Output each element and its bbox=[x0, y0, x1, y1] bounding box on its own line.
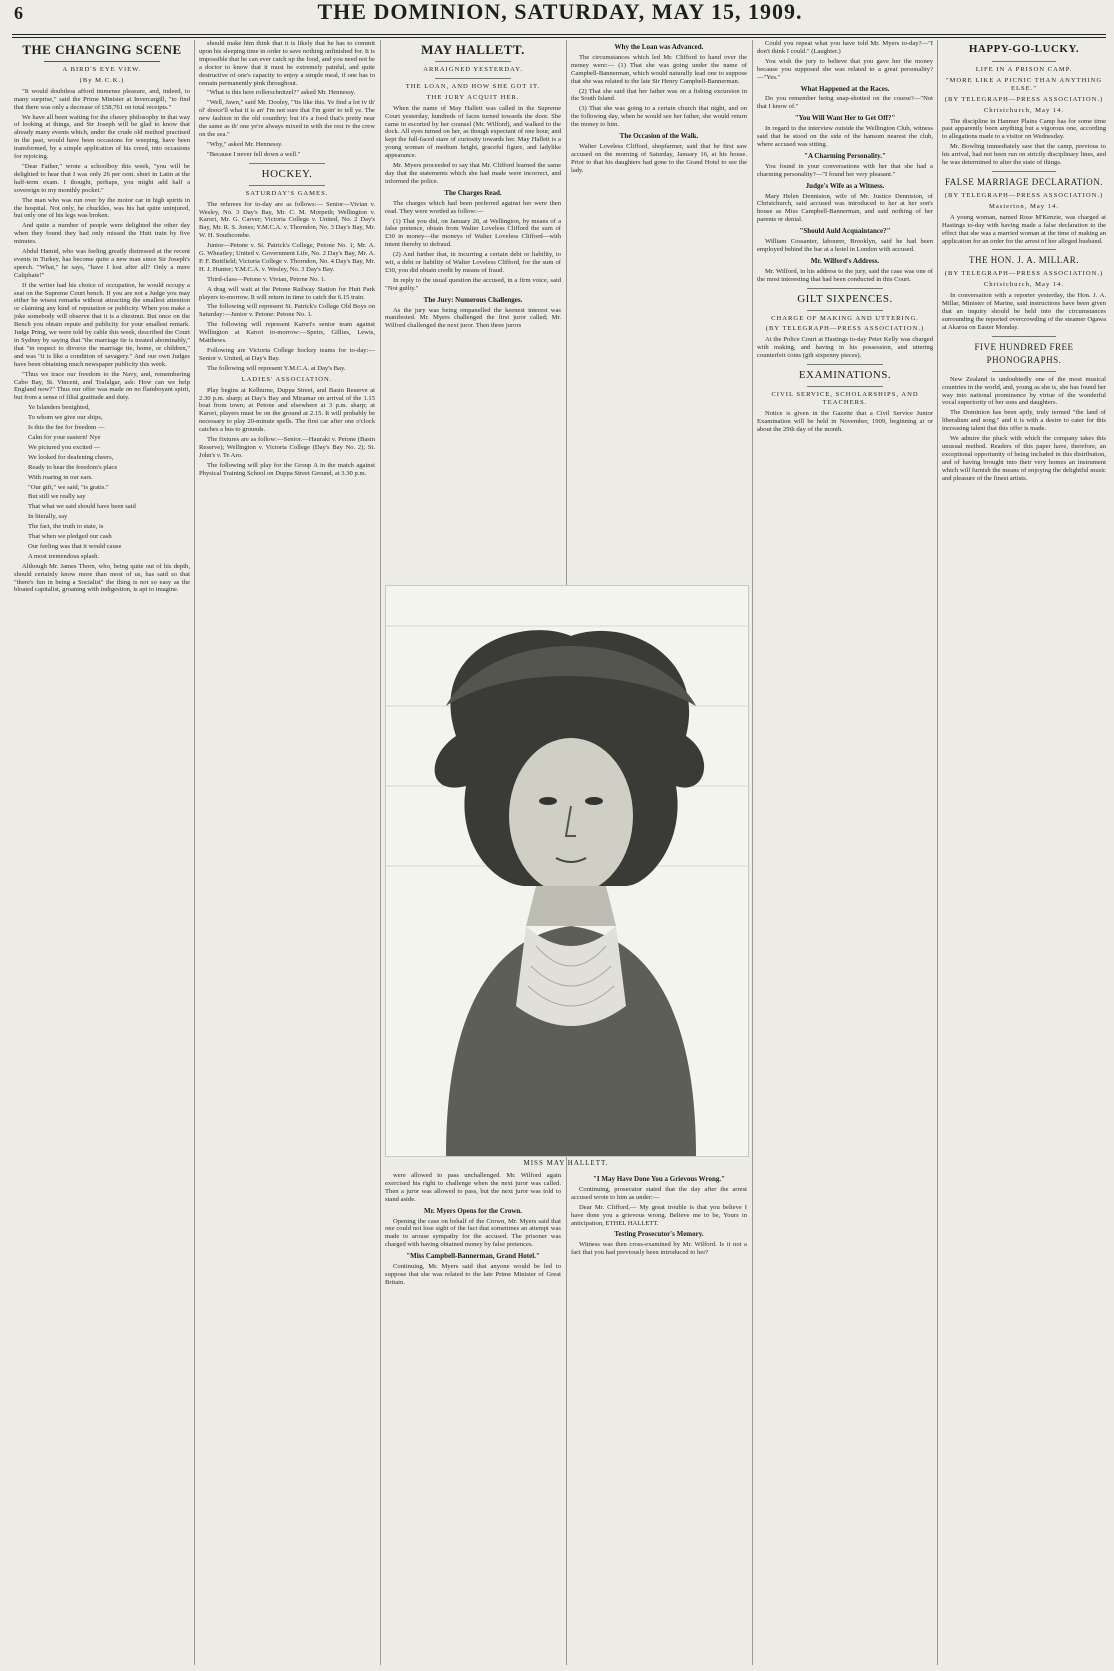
poem-line: We pictured you excited — bbox=[28, 443, 101, 451]
paragraph: "It would doubtless afford immense pleasure, and, indeed, to many surprise," said the Prime Minister at Invercargill, "to find that there was only a decrease of £58,761 on total receipts." bbox=[14, 87, 190, 111]
article-heading: HOCKEY. bbox=[261, 167, 313, 180]
divider bbox=[992, 249, 1056, 250]
poem-line: The fact, the truth to state, is bbox=[28, 523, 104, 531]
paragraph: Walter Loveless Clifford, shopfarmer, said that he first saw accused on the morning of Saturday, January 16, at his house. Prior to that his daughters had gone to the Grand Hotel to see the lady. bbox=[571, 142, 747, 174]
paragraph: We have all been waiting for the cheery philosophy in that way of looking at things, and Sir Joseph will be glad to know that already many events which, under the crude old method practised in the past, would have been occasions for weeping, have been transformed, by a simple application of his creed, into occasions for rejoicing. bbox=[14, 113, 190, 161]
article-heading: EXAMINATIONS. bbox=[798, 369, 892, 382]
poem-line: That what we said should have been said bbox=[28, 503, 136, 511]
article-byline: (By M.C.K.) bbox=[79, 76, 125, 84]
dateline: Christchurch, May 14. bbox=[983, 281, 1065, 289]
paragraph: You wish the jury to believe that you gave her the money because you supposed she was related to a great personality?—"Yes." bbox=[757, 57, 933, 81]
paragraph: The following will represent St. Patrick's College Old Boys on Saturday:—Junior v. Petone: Petone No. 1. bbox=[199, 303, 375, 319]
paragraph: The referees for to-day are as follows:— Senior—Vivian v. Wesley, No. 3 Day's Bay, Mr. C. M. Morpeth; Wellington v. Karori, Mr. G. Carver; Victoria College v. United, No. 2 Day's Bay, Mr. R. S. Jones; Y.M.C.A. v. Thorndon, No. 3 Day's Bay, Mr. W. H. Southcombe. bbox=[199, 200, 375, 240]
paragraph: "Why," asked Mr. Hennessy. bbox=[207, 140, 283, 148]
article-byline: (BY TELEGRAPH—PRESS ASSOCIATION.) bbox=[944, 270, 1104, 278]
divider bbox=[249, 163, 325, 164]
paragraph: You found in your conversations with her that she had a charming personality?—"I found her very pleasant." bbox=[757, 162, 933, 178]
column-divider bbox=[380, 40, 381, 1665]
section-heading: "I May Have Done You a Grievous Wrong." bbox=[593, 1175, 725, 1183]
paragraph: Abdul Hamid, who was feeling greatly distressed at the recent events in Turkey, has become quite a new man since Sir Joseph's speech. "What," he says, "have I lost after all? Only a mere Caliphate!" bbox=[14, 248, 190, 279]
poem-line: With roaring in our ears. bbox=[28, 473, 93, 481]
paragraph: The following will represent Y.M.C.A. at Day's Bay. bbox=[207, 364, 346, 372]
article-heading: FALSE MARRIAGE DECLARATION. bbox=[944, 176, 1104, 187]
paragraph: As the jury was being empanelled the keenest interest was manifested. Mr. Myers challenged the first juror called; Mr. Wilford challenged the next juror. Then three jurors bbox=[385, 306, 561, 330]
article-heading: FIVE HUNDRED FREE PHONOGRAPHS. bbox=[974, 341, 1074, 365]
column-3-lower bbox=[385, 1172, 561, 1662]
column-2 bbox=[199, 40, 375, 1665]
poem-line: A most tremendous splash. bbox=[28, 552, 100, 560]
masthead bbox=[12, 0, 1108, 32]
paragraph: Mr. Wilford, in his address to the jury, said the case was one of the most interesting that had been conducted in this Court. bbox=[757, 267, 933, 283]
divider bbox=[44, 61, 160, 62]
paragraph: Dear Mr. Clifford,— My great trouble is that you believe I have done you a grievous wrong. Believe me to be, Yours in anticipation, ETHEL HALLETT. bbox=[571, 1203, 747, 1227]
divider bbox=[992, 371, 1056, 372]
paragraph: At the Police Court at Hastings to-day Peter Kelly was charged with making, and having in his possession, and uttering counterfeit coins (gilt sixpenny pieces). bbox=[757, 336, 933, 360]
poem-line: We looked for deafening cheers, bbox=[28, 453, 114, 461]
paragraph: (3) That she was going to a certain church that night, and on the following day, when he would see her father, she would return the money to him. bbox=[571, 105, 747, 129]
paragraph: Play begins at Kelburne, Duppa Street, and Basin Reserve at 2.30 p.m. sharp; at Day's Bay and Miramar on arrival of the 1.15 boat from town; at Petone and elsewhere at 3 p.m. sharp; at Karori, players must be on the ground at 2.15. It will probably be necessary to play 20-minute spells. The first car after one o'clock catches a bus to grounds. bbox=[199, 386, 375, 434]
paragraph: The charges which had been preferred against her were then read. They were worded as follow:— bbox=[385, 199, 561, 215]
paragraph: A young woman, named Rose M'Kenzie, was charged at Hastings to-day with having made a false declaration to the effect that she was a married woman at the time of making an application for an order for the arrest of her alleged husband. bbox=[942, 213, 1106, 245]
paragraph: A drag will wait at the Petone Railway Station for Hutt Park players to-morrow. It will return in time to catch the 6.15 train. bbox=[199, 285, 375, 301]
article-heading: HAPPY-GO-LUCKY. bbox=[968, 43, 1080, 55]
paragraph: should make him think that it is likely that he has to commit upon his sleeping time in order to save nothing unfinished for. It is impossible that he can ever catch up the food, and you need not be a doctor to know that it must be extremely painful, and quite destructive of one's capacity to enjoy a simple meal, if one has to remain permanently pink throughout. bbox=[199, 40, 375, 87]
article-byline: (BY TELEGRAPH—PRESS ASSOCIATION.) bbox=[765, 325, 925, 333]
article-subhead: LIFE IN A PRISON CAMP. bbox=[975, 66, 1073, 73]
section-heading: The Charges Read. bbox=[444, 188, 502, 197]
article-subhead: A BIRD'S EYE VIEW. bbox=[62, 66, 142, 73]
divider bbox=[807, 310, 883, 311]
paragraph: The Dominion has been aptly, truly termed "the land of liberalism and song," and it is with a desire to cater for this increasing talent that this offer is made. bbox=[942, 409, 1106, 433]
poem-line: Ready to hear the freedom's place bbox=[28, 463, 118, 471]
article-byline: (BY TELEGRAPH—PRESS ASSOCIATION.) bbox=[944, 95, 1104, 103]
paragraph: Third-class—Petone v. Vivian, Petone No. 1. bbox=[207, 275, 326, 283]
section-heading: Mr. Myers Opens for the Crown. bbox=[423, 1206, 523, 1215]
paragraph: New Zealand is undoubtedly one of the most musical countries in the world, and, young as she is, she has found her way into national prominence by virtue of the wonderful vocal superiority of her sons and daughters. bbox=[942, 375, 1106, 407]
section-heading: "A Charming Personality." bbox=[804, 151, 886, 160]
paragraph: William Cossanter, labourer, Brooklyn, said he had been employed behind the bar at a hotel in London with accused. bbox=[757, 238, 933, 253]
column-divider bbox=[937, 40, 938, 1665]
poem-line: But still we really say bbox=[28, 493, 86, 501]
paragraph: Junior—Petone v. St. Patrick's College, Petone No. 1; Mr. A. G. Wheatley; United v. Government Life, No. 2 Day's Bay, Mr. A. P. F. Buttfield; Victoria College v. Thorndon, No. 4 Day's Bay, Mr. H. J. Hunter; Y.M.C.A. v. Wesley, No. 3 Day's Bay. bbox=[199, 242, 375, 273]
column-4 bbox=[571, 40, 747, 580]
divider bbox=[992, 61, 1056, 62]
paragraph: "What is this here rollerschnitzel?" asked Mr. Hennessy. bbox=[207, 89, 356, 97]
section-heading: The Jury: Numerous Challenges. bbox=[423, 295, 523, 304]
poem-line: Our feeling was that it would cause bbox=[28, 542, 122, 550]
divider bbox=[807, 288, 883, 289]
poem bbox=[14, 404, 190, 561]
article-byline: (BY TELEGRAPH—PRESS ASSOCIATION.) bbox=[944, 191, 1104, 199]
paragraph: "Dear Father," wrote a schoolboy this week, "you will be delighted to hear that I was only 26 per cent. short in Latin at the half-term exam. I thought, perhaps, you might add half a sovereign to my monthly pocket." bbox=[14, 162, 190, 194]
paragraph: Although Mr. James Thorn, who, being quite out of his depth, should certainly know more than most of us, has said so that "there's fun in being a Socialist" the thing is not so easy as the bloated capitalist, groaning with indigestion, is apt to imagine. bbox=[14, 562, 190, 594]
paragraph: "Well, Jawn," said Mr. Dooley, "'tis like this. Ye find a lot iv th' ol' dooce'll what it is an' I'm not sure that I'm goin' to tell ye. The new fashion in the old counthry; but it's a food that's pretty near the same as th' one ye're always mixed in with the rest iv the crew on the sea." bbox=[199, 99, 375, 138]
paragraph: When the name of May Hallett was called in the Supreme Court yesterday, hundreds of faces turned towards the door. She came in escorted by her counsel (Mr. Wilford), and walked to the dock. All eyes turned on her, as though expectant of one hour, and kept the full-faced stare of curiosity towards her. May Hallett is a young woman of medium height, graceful figure, and ladylike appearance. bbox=[385, 104, 561, 160]
paragraph: Do you remember being snap-shotted on the course?—"Not that I know of." bbox=[757, 95, 933, 111]
section-heading: The Occasion of the Walk. bbox=[619, 132, 699, 141]
paragraph: were allowed to pass unchallenged. Mr. Wilford again exercised his right to challenge when the next juror was called. Then a juror was allowed to pass, but the next juror was told to stand aside. bbox=[385, 1172, 561, 1203]
article-heading: MAY HALLETT. bbox=[421, 42, 525, 57]
poem-line: To whom we give our ships, bbox=[28, 414, 103, 422]
paragraph: The discipline in Hanmer Plains Camp has for some time past apparently been anything but a vigorous one, according to allegations made to a visitor on Wednesday. bbox=[942, 117, 1106, 141]
portrait-image bbox=[386, 586, 748, 1156]
poem-line: In literally, say bbox=[28, 513, 68, 521]
section-heading: Mr. Wilford's Address. bbox=[810, 256, 880, 265]
section-heading: Why the Loan was Advanced. bbox=[614, 43, 704, 51]
section-heading: What Happened at the Races. bbox=[800, 84, 890, 93]
article-subhead: CIVIL SERVICE, SCHOLARSHIPS, AND TEACHERS. bbox=[771, 391, 919, 406]
paragraph: Following are Victoria College hockey teams for to-day:—Senior v. United, at Day's Bay. bbox=[199, 347, 375, 362]
article-heading: THE HON. J. A. MILLAR. bbox=[969, 255, 1079, 266]
paragraph: In reply to the usual question the accused, in a firm voice, said "Not guilty." bbox=[385, 276, 561, 292]
paragraph: The following will represent Karori's senior team against Wellington at Karori to-morrow:—Speirs, Gillies, Lewis, Matthews. bbox=[199, 321, 375, 345]
poem-line: Ye Islanders benighted, bbox=[28, 404, 90, 412]
divider bbox=[807, 364, 883, 365]
poem-line: That when we pledged our cash bbox=[28, 533, 112, 541]
column-4-lower bbox=[571, 1172, 747, 1662]
dateline: Christchurch, May 14. bbox=[983, 106, 1065, 114]
article-subhead: "MORE LIKE A PICNIC THAN ANYTHING ELSE." bbox=[945, 76, 1103, 92]
portrait-illustration bbox=[385, 585, 749, 1157]
section-heading: Judge's Wife as a Witness. bbox=[805, 181, 885, 190]
poem-line: Is this the fee for freedom — bbox=[28, 424, 105, 432]
paragraph: (1) That you did, on January 20, at Wellington, by means of a false pretence, obtain from Walter Loveless Clifford the sum of £30 in money—the moneys of Walter Loveless Clifford—with intent thereby to defraud. bbox=[385, 217, 561, 249]
article-subhead: SATURDAY'S GAMES. bbox=[245, 189, 329, 197]
paragraph: The fixtures are as follow:—Senior.—Hauraki v. Petone (Basin Reserve); Wellington v. Victoria College (Day's Bay No. 2); St. John's v. Te Aro. bbox=[199, 436, 375, 459]
section-heading: Testing Prosecutor's Memory. bbox=[614, 1230, 704, 1239]
article-heading: GILT SIXPENCES. bbox=[797, 292, 893, 305]
column-divider bbox=[194, 40, 195, 1665]
article-subhead: THE LOAN, AND HOW SHE GOT IT. bbox=[405, 82, 541, 90]
section-heading: "You Will Want Her to Get Off?" bbox=[794, 114, 896, 123]
article-heading: THE CHANGING SCENE bbox=[22, 42, 182, 57]
masthead-title: THE DOMINION, SATURDAY, MAY 15, 1909. bbox=[317, 0, 803, 24]
column-3 bbox=[385, 40, 561, 580]
paragraph: Mr. Myers proceeded to say that Mr. Clifford learned the same day that the statements which she had made were incorrect, and informed the police. bbox=[385, 162, 561, 185]
article-subhead: ARRAIGNED YESTERDAY. bbox=[423, 66, 523, 73]
page-number: 6 bbox=[14, 3, 23, 23]
article-subhead: THE JURY ACQUIT HER. bbox=[426, 93, 520, 101]
paragraph: "Because I never fell down a well." bbox=[207, 150, 301, 158]
column-1 bbox=[14, 40, 190, 1665]
masthead-rule-2 bbox=[12, 37, 1106, 38]
paragraph: (2) That she said that her father was on a fishing excursion in the South Island. bbox=[571, 87, 747, 103]
portrait-caption: MISS MAY HALLETT. bbox=[523, 1159, 609, 1167]
poem-line: "Our gift," we said, "is gratis." bbox=[28, 483, 109, 491]
masthead-rule bbox=[12, 34, 1106, 35]
divider bbox=[992, 171, 1056, 172]
article-subhead: LADIES' ASSOCIATION. bbox=[241, 375, 333, 383]
dateline: Masterton, May 14. bbox=[988, 202, 1059, 210]
poem-line: Calm for your eastern! Nye bbox=[28, 433, 101, 441]
paragraph: Opening the case on behalf of the Crown, Mr. Myers said that one could not lose sight of the fact that sometimes an attempt was made to arouse sympathy for the accused. The prisoner was charged with having obtained money by false pretences. bbox=[385, 1217, 561, 1249]
paragraph: Could you repeat what you have told Mr. Myers to-day?—"I don't think I could." (Laughter.) bbox=[757, 40, 933, 55]
divider bbox=[992, 336, 1056, 337]
divider bbox=[435, 78, 511, 79]
paragraph: And quite a number of people were delighted the other day when they found they had only missed the Hutt train by five minutes. bbox=[14, 222, 190, 246]
paragraph: Notice is given in the Gazette that a Civil Service Junior Examination will be held in November, 1909, beginning at or about the 29th day of the month. bbox=[757, 409, 933, 433]
divider bbox=[249, 185, 325, 186]
article-subhead: CHARGE OF MAKING AND UTTERING. bbox=[771, 314, 919, 322]
column-divider bbox=[752, 40, 753, 1665]
paragraph: (2) And further that, in incurring a certain debt or liability, to wit, a debt or liability of Walter Loveless Clifford, for the sum of £30, you did obtain credit by means of fraud. bbox=[385, 251, 561, 274]
divider bbox=[807, 386, 883, 387]
paragraph: In conversation with a reporter yesterday, the Hon. J. A. Millar, Minister of Marine, said instructions have been given that an inquiry should be held into the circumstances surrounding the reported overcrowding of the steamer Ogawa at Akaroa on Easter Monday. bbox=[942, 292, 1106, 331]
column-5 bbox=[757, 40, 933, 1665]
paragraph: In regard to the interview outside the Wellington Club, witness said that he stood on the side of the hansom nearest the club, where accused was sitting. bbox=[757, 125, 933, 148]
paragraph: Witness was then cross-examined by Mr. Wilford. Is it not a fact that you had previously been introduced to her? bbox=[571, 1241, 747, 1257]
divider bbox=[435, 61, 511, 62]
section-heading: "Miss Campbell-Bannerman, Grand Hotel." bbox=[406, 1252, 540, 1261]
paragraph: Mary Helen Denniston, wife of Mr. Justice Denniston, of Christchurch, said accused was introduced to her at her son's house as Miss Campbell-Bannerman, and said nothing of her parents or denial. bbox=[757, 192, 933, 224]
paragraph: The man who was run over by the motor car in high spirits in the hospital. Not only, he chuckles, was his hat quite uninjured, but only one of his legs was broken. bbox=[14, 196, 190, 220]
paragraph: We admire the pluck with which the company takes this unusual method. Readers of this paper have, therefore, an exceptional opportunity of being included in this distribution, and of having brought into their very homes an instrument which will furnish the means of enjoying the delightful music and pleasure of the finest artists. bbox=[942, 435, 1106, 482]
paragraph: Mr. Bowling immediately saw that the camp, previous to his arrival, had not been run on strictly disciplinary lines, and he was determined to alter the state of things. bbox=[942, 143, 1106, 167]
column-6 bbox=[942, 40, 1106, 1665]
paragraph: The following will play for the Group A in the match against Physical Training School on Duppa Street Ground, at 3.30 p.m. bbox=[199, 461, 375, 477]
section-heading: "Should Auld Acquaintance?" bbox=[799, 227, 891, 236]
paragraph: "Thus we trace our freedom to the Navy, and, remembering Cabo Bay, St. Vincent, and Trafalgar, ask: How can we help England now?" Thus our offer was made on no flamboyant spirit, but from a sense of filial gratitude and duty. bbox=[14, 370, 190, 402]
paragraph: Continuing, prosecutor stated that the day after the arrest accused wrote to him as under:— bbox=[571, 1185, 747, 1201]
paragraph: If the writer had his choice of occupation, he would occupy a seat on the Supreme Court bench. If you are not a Judge you may either be wisest remarks without attracting the smallest attention or claiming any kind of reputation or publicity. When you make a joke somebody will observe that it is a chestnut. But once on the Bench you obtain repute and publicity for your smallest remark. Judge Pring, we were told by cable this week, described the Court in Sydney by saying that "the marriage tie is treated abominably," that "in respect to divorce the marriage tie, home, or children," and was "it is like a condition of savagery." And our own Judges have been obtaining much newspaper publicity this week. bbox=[14, 281, 190, 368]
paragraph: Continuing, Mr. Myers said that anyone would be led to suppose that she was related to the late Prime Minister of Great Britain. bbox=[385, 1263, 561, 1286]
paragraph: The circumstances which led Mr. Clifford to hand over the money were:— (1) That she was going under the name of Campbell-Bannerman, which would naturally lead one to suppose that she was related to the late Sir Henry Campbell-Bannerman. bbox=[571, 53, 747, 85]
